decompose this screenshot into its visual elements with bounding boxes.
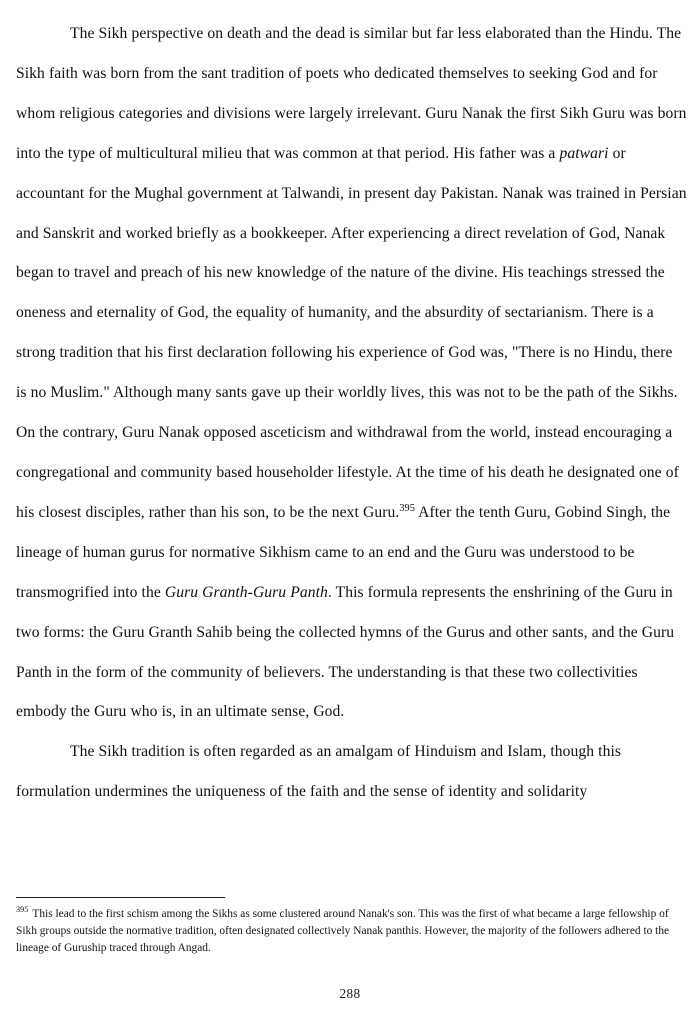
footnote-395: $^{395}$ This lead to the first schism among the Sikhs as some clustered around Nanak's son. This was the first of what became a large fellowship of Sikh groups outside the normative tradition, often designated collectively Nanak panthis. However, the majority of the followers adhered to the lineage of Guruship traced through Angad.: [16, 905, 670, 955]
footnote-reference[interactable]: 395: [399, 502, 415, 514]
para-sikh-tradition: The Sikh tradition is often regarded as an amalgam of Hinduism and Islam, though this formulation undermines the uniqueness of the faith and the sense of identity and solidarity: [16, 743, 622, 801]
footnote-number: 395: [16, 905, 29, 915]
footnote-separator-rule: [16, 897, 225, 898]
italic-term: Guru Granth-Guru Panth: [164, 583, 328, 601]
para-sikh-perspective: The Sikh perspective on death and the dead is similar but far less elaborated than the Hindu. The Sikh faith was born from the sant tradition of poets who dedicated themselves to seeking God and for whom religious categories and divisions were largely irrelevant. Guru Nanak the first Sikh Guru was born into the type of multicultural milieu that was common at that period. His father was a patwari or accountant for the Mughal government at Talwandi, in present day Pakistan. Nanak was trained in Persian and Sanskrit and worked briefly as a bookkeeper. After experiencing a direct revelation of God, Nanak began to travel and preach of his new knowledge of the nature of the divine. His teachings stressed the oneness and eternality of God, the equality of humanity, and the absurdity of sectarianism. There is a strong tradition that his first declaration following his experience of God was, "There is no Hindu, there is no Muslim." Although many sants gave up their worldly lives, this was not to be the path of the Sikhs. On the contrary, Guru Nanak opposed asceticism and withdrawal from the world, instead encouraging a congregational and community based householder lifestyle. At the time of his death he designated one of his closest disciples, rather than his son, to be the next Guru.$^{395}$ After the tenth Guru, Gobind Singh, the lineage of human gurus for normative Sikhism came to an end and the Guru was understood to be transmogrified into the Guru Granth-Guru Panth. This formula represents the enshrining of the Guru in two forms: the Guru Granth Sahib being the collected hymns of the Gurus and other sants, and the Guru Panth in the form of the community of believers. The understanding is that these two collectivities embody the Guru who is, in an ultimate sense, God.: [16, 25, 687, 721]
page-number: 288: [339, 986, 361, 1001]
body-text-column: [16, 14, 687, 812]
italic-term: patwari: [559, 144, 609, 162]
